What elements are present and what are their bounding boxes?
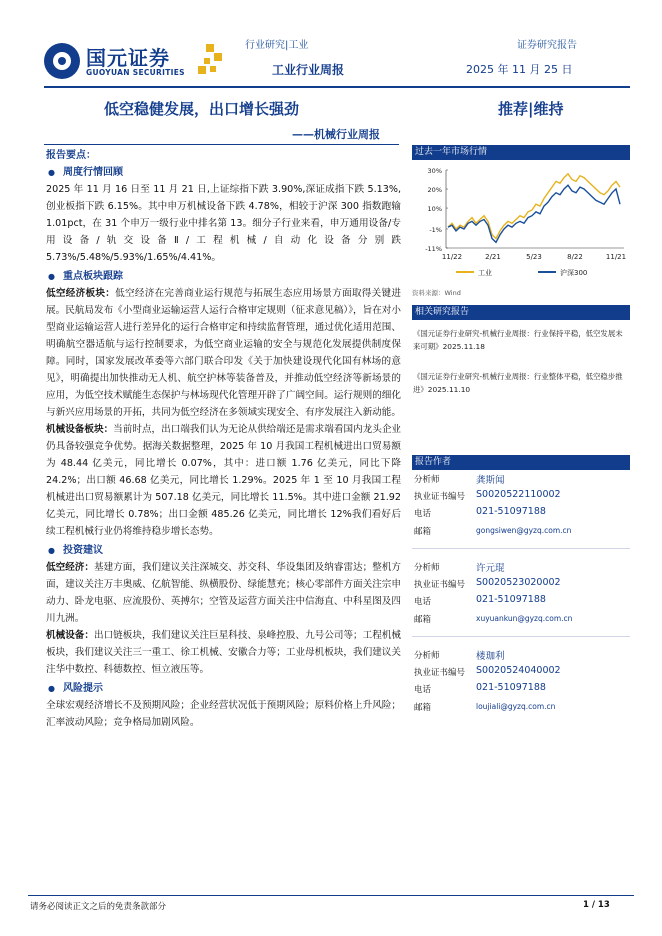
- logo-core: [58, 57, 66, 65]
- author-role: 分析师: [414, 475, 440, 485]
- invest-low-altitude-label: 低空经济：: [46, 562, 94, 573]
- author-cert-label: 执业证书编号: [414, 668, 466, 678]
- author-cert: S0020524040002: [476, 665, 561, 676]
- chart-source: 资料来源：Wind: [412, 289, 461, 297]
- low-altitude-label: 低空经济板块：: [46, 288, 116, 299]
- report-series-title: 工业行业周报: [272, 63, 345, 77]
- authors-title: 报告作者: [412, 455, 630, 470]
- related-report-2: [413, 370, 629, 396]
- logo-subtext: GUOYUAN SECURITIES: [86, 68, 185, 77]
- logo-text: 国元证券: [86, 46, 170, 70]
- author-role: 分析师: [414, 651, 440, 661]
- author-email-label: 邮箱: [414, 527, 432, 537]
- related-report-date: 2025.11.10: [427, 385, 471, 394]
- author-divider: [412, 636, 630, 637]
- author-email[interactable]: gongsiwen@gyzq.com.cn: [476, 526, 572, 535]
- author-email[interactable]: loujiali@gyzq.com.cn: [476, 702, 556, 711]
- key-tracking-heading: ● 重点板块跟踪: [46, 268, 401, 285]
- market-chart: [412, 162, 630, 284]
- market-chart-title: 过去一年市场行情: [412, 145, 630, 160]
- invest-low-altitude-text: 基建方面，我们建议关注深城交、苏交科、华设集团及纳睿雷达；整机方面，建议关注万丰奥威、亿航智能、纵横股份、绿能慧充；核心零部件方面关注宗申动力、卧龙电驱、应流股份、英搏尔；空管及运营方面关注中信海直、中科星图及四川九洲。: [46, 562, 402, 624]
- related-report-text: 《国元证券行业研究-机械行业周报：行业保持平稳，低空发展未来可期》: [413, 329, 623, 351]
- invest-low-altitude-paragraph: [46, 559, 401, 627]
- related-report-1: [413, 327, 629, 353]
- author-role: 分析师: [414, 563, 440, 573]
- risk-heading: ● 风险提示: [46, 680, 401, 697]
- author-phone: 021-51097188: [476, 594, 546, 605]
- invest-machinery-text: 出口链板块，我们建议关注巨星科技、泉峰控股、九号公司等；工程机械板块，我们建议关注三一重工、徐工机械、安徽合力等；工业母机板块，我们建议关注华中数控、科德数控、恒立液压等。: [46, 630, 402, 675]
- investment-heading: ● 投资建议: [46, 542, 401, 559]
- machinery-text: 当前时点，出口端我们认为无论从供给端还是需求端看国内龙头企业仍具备较强竞争优势。据海关数据整理，2025 年 10 月我国工程机械进出口贸易额为 48.44 亿美元，同比增长 0.07%，其中：进口额 1.76 亿美元，同比下降 24.2%；出口额 46.68 亿美元，同比增长 1.29%。2025 年 1 至 10 月我国工程机械进出口贸易额累计为 507.18 亿美元，同比增长 11.5%。其中进口金额 21.92 亿美元，同比增长 0.78%；出口金额 485.26 亿美元，同比增长 12%我们看好后续工程机械行业仍将维持稳步增长态势。: [46, 424, 402, 537]
- author-cert: S0020522110002: [476, 489, 561, 500]
- low-altitude-paragraph: [46, 285, 401, 421]
- weekly-review-text: 2025 年 11 月 16 日至 11 月 21 日,上证综指下跌 3.90%,深证成指下跌 5.13%,创业板指下跌 6.15%。其中申万机械设备下跌 4.78%，相较于沪深 300 指数跑输 1.01pct，在 31 个申万一级行业中排名第 13。细分子行业来看，申万通用设备/专用设备/轨交设备Ⅱ/工程机械/自动化设备分别跌 5.73%/5.48%/5.93%/1.65%/4.41%。: [46, 184, 401, 263]
- author-email-label: 邮箱: [414, 615, 432, 625]
- footer-disclaimer: 请务必阅读正文之后的免责条款部分: [30, 902, 167, 912]
- author-divider: [412, 548, 630, 549]
- related-reports-title: 相关研究报告: [412, 305, 630, 320]
- author-email[interactable]: xuyuankun@gyzq.com.cn: [476, 614, 573, 623]
- report-category: 行业研究|工业: [245, 40, 309, 51]
- x-tick-label: 11/22: [441, 253, 463, 261]
- weekly-review-heading: ● 周度行情回顾: [46, 164, 401, 181]
- author-phone-label: 电话: [414, 685, 432, 695]
- author-cert-label: 执业证书编号: [414, 580, 466, 590]
- section-label: 报告要点：: [46, 150, 96, 161]
- report-type: 证券研究报告: [517, 40, 577, 51]
- author-phone-label: 电话: [414, 509, 432, 519]
- low-altitude-text: 低空经济在完善商业运行规范与拓展生态应用场景方面取得关键进展。民航局发布《小型商业运输运营人运行合格审定规则（征求意见稿）》，旨在对小型商业运输运营人进行差异化的运行合格审定和持续监督管理，通过优化适用范围、明确航空器适航与运行控制要求，为低空商业运输的安全与规范化发展提供制度保障。同时，国家发展改革委等六部门联合印发《关于加快建设现代化国有林场的意见》，明确提出加快推动无人机、航空护林等装备普及，并推动低空经济等新场景的应用，为低空技术赋能生态保护与林场现代化管理开辟了广阔空间。运行规则的细化与新兴应用场景的开拓，共同为低空经济在多领域实现安全、有序发展注入新动能。: [46, 288, 402, 418]
- author-email-label: 邮箱: [414, 703, 432, 713]
- title-divider: [44, 144, 399, 145]
- page-title: 低空稳健发展，出口增长强劲: [104, 100, 300, 118]
- related-report-text: 《国元证券行业研究-机械行业周报：行业整体平稳，低空稳步推进》: [413, 372, 623, 394]
- rating-badge: 推荐|维持: [498, 100, 564, 118]
- legend-label: 工业: [478, 269, 492, 277]
- x-tick-label: 8/22: [567, 253, 583, 261]
- header-divider: [44, 86, 630, 88]
- y-tick-label: 30%: [427, 167, 442, 175]
- machinery-label: 机械设备板块：: [46, 424, 114, 435]
- page-number: 1 / 13: [583, 900, 610, 910]
- y-tick-label: 10%: [427, 205, 442, 214]
- series-line-csi300: [448, 185, 620, 242]
- page-subtitle: ——机械行业周报: [292, 128, 380, 141]
- x-tick-label: 5/23: [526, 253, 542, 261]
- report-date: 2025 年 11 月 25 日: [466, 63, 573, 76]
- author-name: 许元琨: [476, 563, 505, 574]
- author-phone: 021-51097188: [476, 682, 546, 693]
- legend-label: 沪深300: [560, 269, 588, 277]
- x-tick-label: 11/21: [605, 253, 627, 261]
- author-phone-label: 电话: [414, 597, 432, 607]
- y-tick-label: 20%: [427, 186, 442, 195]
- related-report-date: 2025.11.18: [442, 342, 485, 351]
- x-tick-label: 2/21: [485, 253, 501, 261]
- report-body: [46, 147, 401, 731]
- footer-divider: [28, 895, 634, 896]
- author-cert-label: 执业证书编号: [414, 492, 466, 502]
- author-name: 龚斯闻: [476, 475, 505, 486]
- machinery-paragraph: [46, 421, 401, 540]
- risk-text: 全球宏观经济增长不及预期风险；企业经营状况低于预期风险；原料价格上升风险；汇率波动风险；竞争格局加剧风险。: [46, 700, 401, 728]
- y-tick-label: -11%: [425, 245, 442, 253]
- y-tick-label: -1%: [429, 225, 442, 234]
- author-cert: S0020523020002: [476, 577, 561, 588]
- logo-squares-icon: [196, 44, 226, 78]
- invest-machinery-label: 机械设备：: [46, 630, 94, 641]
- author-name: 楼珈利: [476, 651, 505, 662]
- invest-machinery-paragraph: [46, 627, 401, 678]
- author-phone: 021-51097188: [476, 506, 546, 517]
- series-line-industry: [448, 174, 620, 239]
